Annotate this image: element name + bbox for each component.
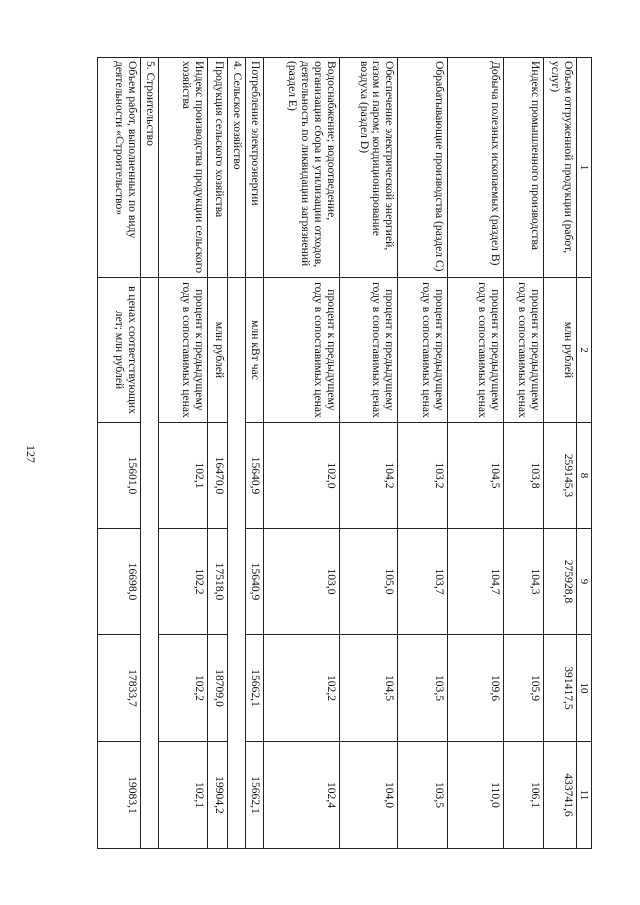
unit-cell: в ценах соответствующих лет; млн рублей bbox=[98, 278, 141, 423]
indicator-cell: Обеспечение электрической энергией, газом и паром; кондиционирование воздуха (раздел D) bbox=[340, 58, 398, 278]
header-cell: 9 bbox=[576, 529, 591, 635]
table-row bbox=[246, 58, 264, 849]
table-row bbox=[158, 58, 207, 849]
unit-cell: процент к предыдущему году в сопоставимых ценах bbox=[447, 278, 503, 423]
indicator-cell: Объем работ, выполненных по виду деятельности «Строительство» bbox=[98, 58, 141, 278]
header-cell: 8 bbox=[576, 423, 591, 529]
table-row bbox=[263, 58, 339, 849]
value-cell: 17833,7 bbox=[98, 635, 141, 742]
value-cell: 104,5 bbox=[340, 635, 398, 742]
unit-cell: млн кВт час bbox=[246, 278, 264, 423]
header-cell: 10 bbox=[576, 635, 591, 742]
indicator-cell: Индекс производства продукции сельского хозяйства bbox=[158, 58, 207, 278]
value-cell: 15601,0 bbox=[98, 423, 141, 529]
value-cell: 106,1 bbox=[503, 742, 543, 849]
table-row bbox=[544, 58, 576, 849]
header-cell: 11 bbox=[576, 742, 591, 849]
section-empty-cell bbox=[228, 278, 246, 849]
value-cell: 16470,0 bbox=[207, 423, 227, 529]
value-cell: 15640,9 bbox=[246, 423, 264, 529]
value-cell: 19904,2 bbox=[207, 742, 227, 849]
value-cell: 110,0 bbox=[447, 742, 503, 849]
value-cell: 391417,5 bbox=[544, 635, 576, 742]
unit-cell: процент к предыдущему году в сопоставимых ценах bbox=[263, 278, 339, 423]
value-cell: 15662,1 bbox=[246, 635, 264, 742]
section-title: 5. Строительство bbox=[140, 58, 158, 278]
value-cell: 104,3 bbox=[503, 529, 543, 635]
unit-cell: процент к предыдущему году в сопоставимых ценах bbox=[340, 278, 398, 423]
value-cell: 102,2 bbox=[263, 635, 339, 742]
value-cell: 19083,1 bbox=[98, 742, 141, 849]
value-cell: 102,2 bbox=[158, 529, 207, 635]
section-title: 4. Сельское хозяйство bbox=[228, 58, 246, 278]
value-cell: 275928,8 bbox=[544, 529, 576, 635]
table-row bbox=[207, 58, 227, 849]
value-cell: 102,0 bbox=[263, 423, 339, 529]
section-empty-cell bbox=[140, 278, 158, 849]
value-cell: 15640,9 bbox=[246, 529, 264, 635]
indicator-cell: Потребление электроэнергии bbox=[246, 58, 264, 278]
value-cell: 18709,0 bbox=[207, 635, 227, 742]
value-cell: 102,2 bbox=[158, 635, 207, 742]
unit-cell: процент к предыдущему году в сопоставимых ценах bbox=[503, 278, 543, 423]
value-cell: 103,2 bbox=[398, 423, 447, 529]
section-row bbox=[228, 58, 246, 849]
unit-cell: процент к предыдущему году в сопоставимых ценах bbox=[158, 278, 207, 423]
table-row bbox=[340, 58, 398, 849]
value-cell: 104,7 bbox=[447, 529, 503, 635]
value-cell: 105,9 bbox=[503, 635, 543, 742]
value-cell: 16698,0 bbox=[98, 529, 141, 635]
value-cell: 104,5 bbox=[447, 423, 503, 529]
value-cell: 102,1 bbox=[158, 742, 207, 849]
indicator-cell: Добыча полезных ископаемых (раздел В) bbox=[447, 58, 503, 278]
value-cell: 102,1 bbox=[158, 423, 207, 529]
indicator-cell: Объем отгруженной продукции (работ, услуг) bbox=[544, 58, 576, 278]
value-cell: 104,2 bbox=[340, 423, 398, 529]
value-cell: 103,5 bbox=[398, 635, 447, 742]
value-cell: 103,5 bbox=[398, 742, 447, 849]
value-cell: 109,6 bbox=[447, 635, 503, 742]
value-cell: 433741,6 bbox=[544, 742, 576, 849]
indicator-cell: Обрабатывающие производства (раздел С) bbox=[398, 58, 447, 278]
value-cell: 17518,0 bbox=[207, 529, 227, 635]
indicator-cell: Индекс промышленного производства bbox=[503, 58, 543, 278]
page-number: 127 bbox=[24, 445, 38, 463]
unit-cell: процент к предыдущему году в сопоставимых ценах bbox=[398, 278, 447, 423]
table-body bbox=[98, 58, 577, 849]
indicator-cell: Продукция сельского хозяйства bbox=[207, 58, 227, 278]
unit-cell: млн рублей bbox=[544, 278, 576, 423]
indicator-cell: Водоснабжение; водоотведение, организация сбора и утилизации отходов, деятельность по ликвидации загрязнений (раздел Е) bbox=[263, 58, 339, 278]
table-row bbox=[503, 58, 543, 849]
unit-cell: млн рублей bbox=[207, 278, 227, 423]
value-cell: 103,0 bbox=[263, 529, 339, 635]
table-row bbox=[398, 58, 447, 849]
value-cell: 104,0 bbox=[340, 742, 398, 849]
value-cell: 259145,3 bbox=[544, 423, 576, 529]
statistics-table bbox=[97, 57, 592, 849]
value-cell: 103,8 bbox=[503, 423, 543, 529]
section-row bbox=[140, 58, 158, 849]
header-row bbox=[576, 58, 591, 849]
value-cell: 102,4 bbox=[263, 742, 339, 849]
value-cell: 103,7 bbox=[398, 529, 447, 635]
value-cell: 15662,1 bbox=[246, 742, 264, 849]
value-cell: 105,0 bbox=[340, 529, 398, 635]
header-cell: 1 bbox=[576, 58, 591, 278]
table-row bbox=[447, 58, 503, 849]
header-cell: 2 bbox=[576, 278, 591, 423]
table-row bbox=[98, 58, 141, 849]
